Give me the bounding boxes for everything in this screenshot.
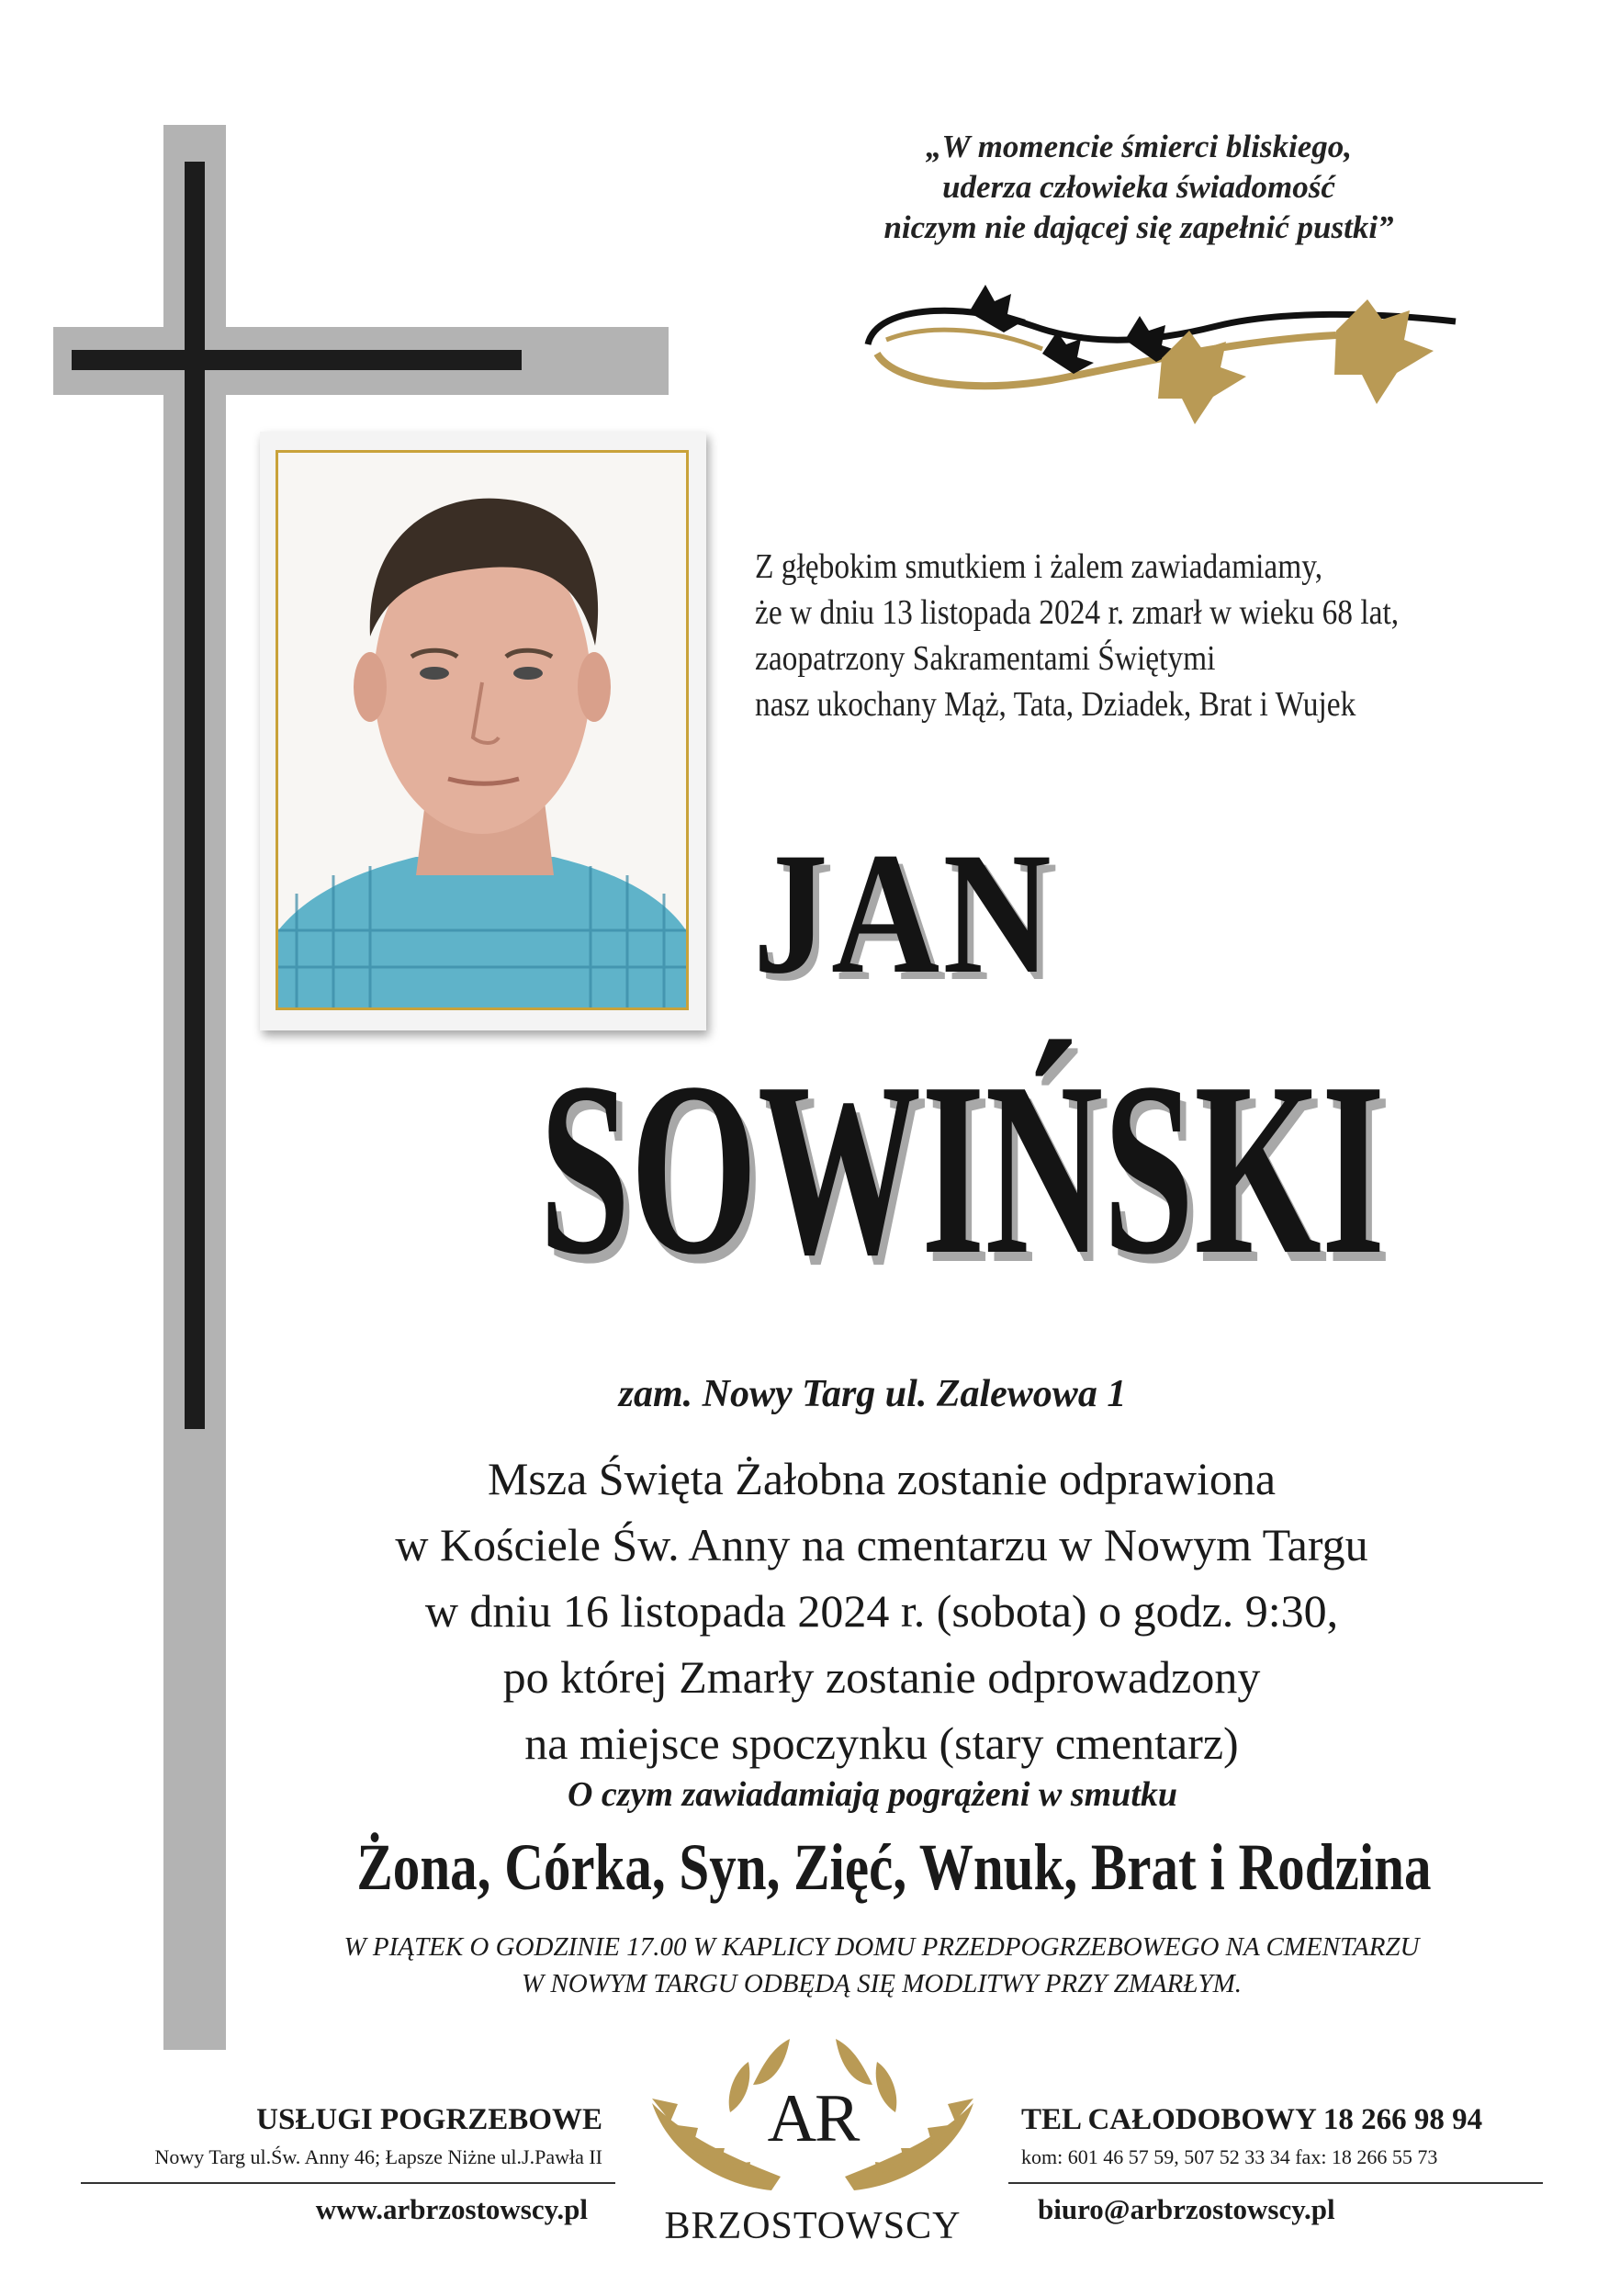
- mass-line: w dniu 16 listopada 2024 r. (sobota) o godz. 9:30,: [424, 1585, 1339, 1637]
- intro-line: że w dniu 13 listopada 2024 r. zmarł w wieku 68 lat,: [755, 593, 1400, 632]
- prayer-note: [220, 1929, 1543, 2002]
- mass-line: w Kościele Św. Anny na cmentarzu w Nowym Targu: [395, 1519, 1368, 1570]
- contact-numbers: kom: 601 46 57 59, 507 52 33 34 fax: 18 266 55 73: [1021, 2145, 1438, 2168]
- mourners-list: Żona, Córka, Syn, Zięć, Wnuk, Brat i Rodzina: [356, 1830, 1432, 1904]
- intro-line: zaopatrzony Sakramentami Świętymi: [755, 639, 1216, 678]
- funeral-service-address: Nowy Targ ul.Św. Anny 46; Łapsze Niżne ul.J.Pawła II: [154, 2145, 602, 2168]
- intro-line: Z głębokim smutkiem i żalem zawiadamiamy,: [755, 547, 1323, 586]
- quote: [735, 127, 1543, 248]
- quote-line: niczym nie dającej się zapełnić pustki”: [883, 209, 1394, 245]
- footer-divider-right: [1008, 2182, 1543, 2184]
- portrait-photo: [276, 450, 689, 1010]
- note-line: W PIĄTEK O GODZINIE 17.00 W KAPLICY DOMU PRZEDPOGRZEBOWEGO NA CMENTARZU: [343, 1932, 1420, 1962]
- funeral-service-title: USŁUGI POGRZEBOWE: [256, 2103, 602, 2136]
- website-link[interactable]: www.arbrzostowscy.pl: [315, 2193, 588, 2225]
- funeral-mass-info: [239, 1446, 1524, 1776]
- mourners-intro: O czym zawiadamiają pogrążeni w smutku: [567, 1775, 1178, 1814]
- email-link[interactable]: biuro@arbrzostowscy.pl: [1038, 2193, 1335, 2225]
- quote-line: uderza człowieka świadomość: [942, 169, 1335, 205]
- portrait-illustration: [278, 453, 686, 1007]
- mass-line: na miejsce spoczynku (stary cmentarz): [524, 1717, 1239, 1769]
- mass-line: po której Zmarły zostanie odprowadzony: [502, 1651, 1261, 1703]
- logo-name: BRZOSTOWSCY: [664, 2205, 962, 2247]
- quote-line: „W momencie śmierci bliskiego,: [925, 129, 1353, 164]
- footer-divider-left: [81, 2182, 615, 2184]
- mass-line: Msza Święta Żałobna zostanie odprawiona: [487, 1453, 1277, 1504]
- deceased-last-name-wrapper: [321, 1031, 1479, 1306]
- deceased-address: zam. Nowy Targ ul. Zalewowa 1: [618, 1373, 1127, 1415]
- ivy-ornament-icon: [859, 276, 1502, 450]
- mourners-wrapper: [239, 1823, 1524, 1911]
- deceased-last-name: SOWIŃSKI: [539, 1031, 1386, 1306]
- cross-horizontal-bar: [72, 350, 522, 370]
- announcement-intro: [755, 544, 1581, 727]
- logo-initials: AR: [767, 2081, 859, 2156]
- deceased-first-name: JAN: [753, 817, 1055, 1010]
- intro-line: nasz ukochany Mąż, Tata, Dziadek, Brat i Wujek: [755, 685, 1356, 724]
- note-line: W NOWYM TARGU ODBĘDĄ SIĘ MODLITWY PRZY ZMARŁYM.: [521, 1969, 1243, 1998]
- phone-24h[interactable]: TEL CAŁODOBOWY 18 266 98 94: [1021, 2103, 1483, 2136]
